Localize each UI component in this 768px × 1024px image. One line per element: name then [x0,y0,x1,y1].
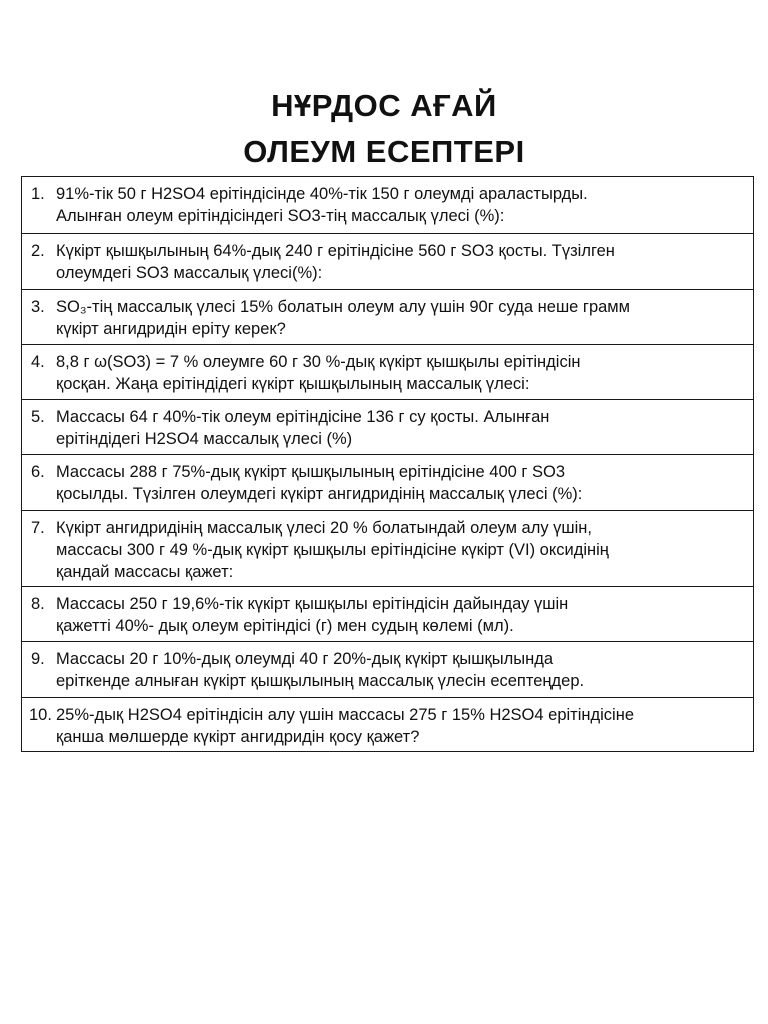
task-text: Күкірт қышқылының 64%-дық 240 г ерітіндісіне 560 г SO3 қосты. Түзілген олеумдегі SO3 массалық үлесі(%): [56,242,615,282]
task-text: 8,8 г ω(SO3) = 7 % олеумге 60 г 30 %-дық күкірт қышқылы ерітіндісін қосқан. Жаңа ерітіндідегі күкірт қышқылының массалық үлесі: [56,353,581,393]
task-table [21,176,754,752]
task-number: 1. [31,185,45,203]
task-row [22,233,753,289]
task-number: 6. [31,463,45,481]
task-row [22,586,753,641]
task-number: 7. [31,519,45,537]
page-title-line1: НҰРДОС АҒАЙ [271,88,497,123]
task-row [22,177,753,233]
task-text: Массасы 250 г 19,6%-тік күкірт қышқылы ерітіндісін дайындау үшін қажетті 40%- дық олеум ерітіндісі (г) мен судың көлемі (мл). [56,595,569,635]
task-number: 5. [31,408,45,426]
task-text: SO₃-тің массалық үлесі 15% болатын олеум алу үшін 90г суда неше грамм күкірт ангидридін еріту керек? [56,298,630,338]
task-text: 91%-тік 50 г H2SO4 ерітіндісінде 40%-тік 150 г олеумді араластырды. Алынған олеум ерітіндісіндегі SO3-тің массалық үлесі (%): [56,185,588,225]
task-row [22,641,753,697]
task-number: 3. [31,298,45,316]
task-number: 10. [29,706,52,724]
task-text: Массасы 20 г 10%-дық олеумді 40 г 20%-дық күкірт қышқылында еріткенде алныған күкірт қышқылының массалық үлесін есептеңдер. [56,650,585,690]
task-number: 8. [31,595,45,613]
task-row [22,289,753,344]
task-row [22,344,753,399]
task-number: 9. [31,650,45,668]
task-number: 4. [31,353,45,371]
task-row [22,510,753,586]
task-row [22,697,753,751]
task-text: 25%-дық H2SO4 ерітіндісін алу үшін массасы 275 г 15% H2SO4 ерітіндісіне қанша мөлшерде күкірт ангидридін қосу қажет? [56,706,635,746]
task-text: Массасы 288 г 75%-дық күкірт қышқылының ерітіндісіне 400 г SO3 қосылды. Түзілген олеумдегі күкірт ангидридінің массалық үлесі (%): [56,463,583,503]
task-row [22,454,753,510]
task-text: Күкірт ангидридінің массалық үлесі 20 % болатындай олеум алу үшін, массасы 300 г 49 %-дық күкірт қышқылы ерітіндісіне күкірт (VI) оксидінің қандай массасы қажет: [56,519,609,581]
task-text: Массасы 64 г 40%-тік олеум ерітіндісіне 136 г су қосты. Алынған ерітіндідегі H2SO4 массалық үлесі (%) [56,408,550,448]
page-title-line2: ОЛЕУМ ЕСЕПТЕРІ [243,134,525,169]
task-number: 2. [31,242,45,260]
task-row [22,399,753,454]
